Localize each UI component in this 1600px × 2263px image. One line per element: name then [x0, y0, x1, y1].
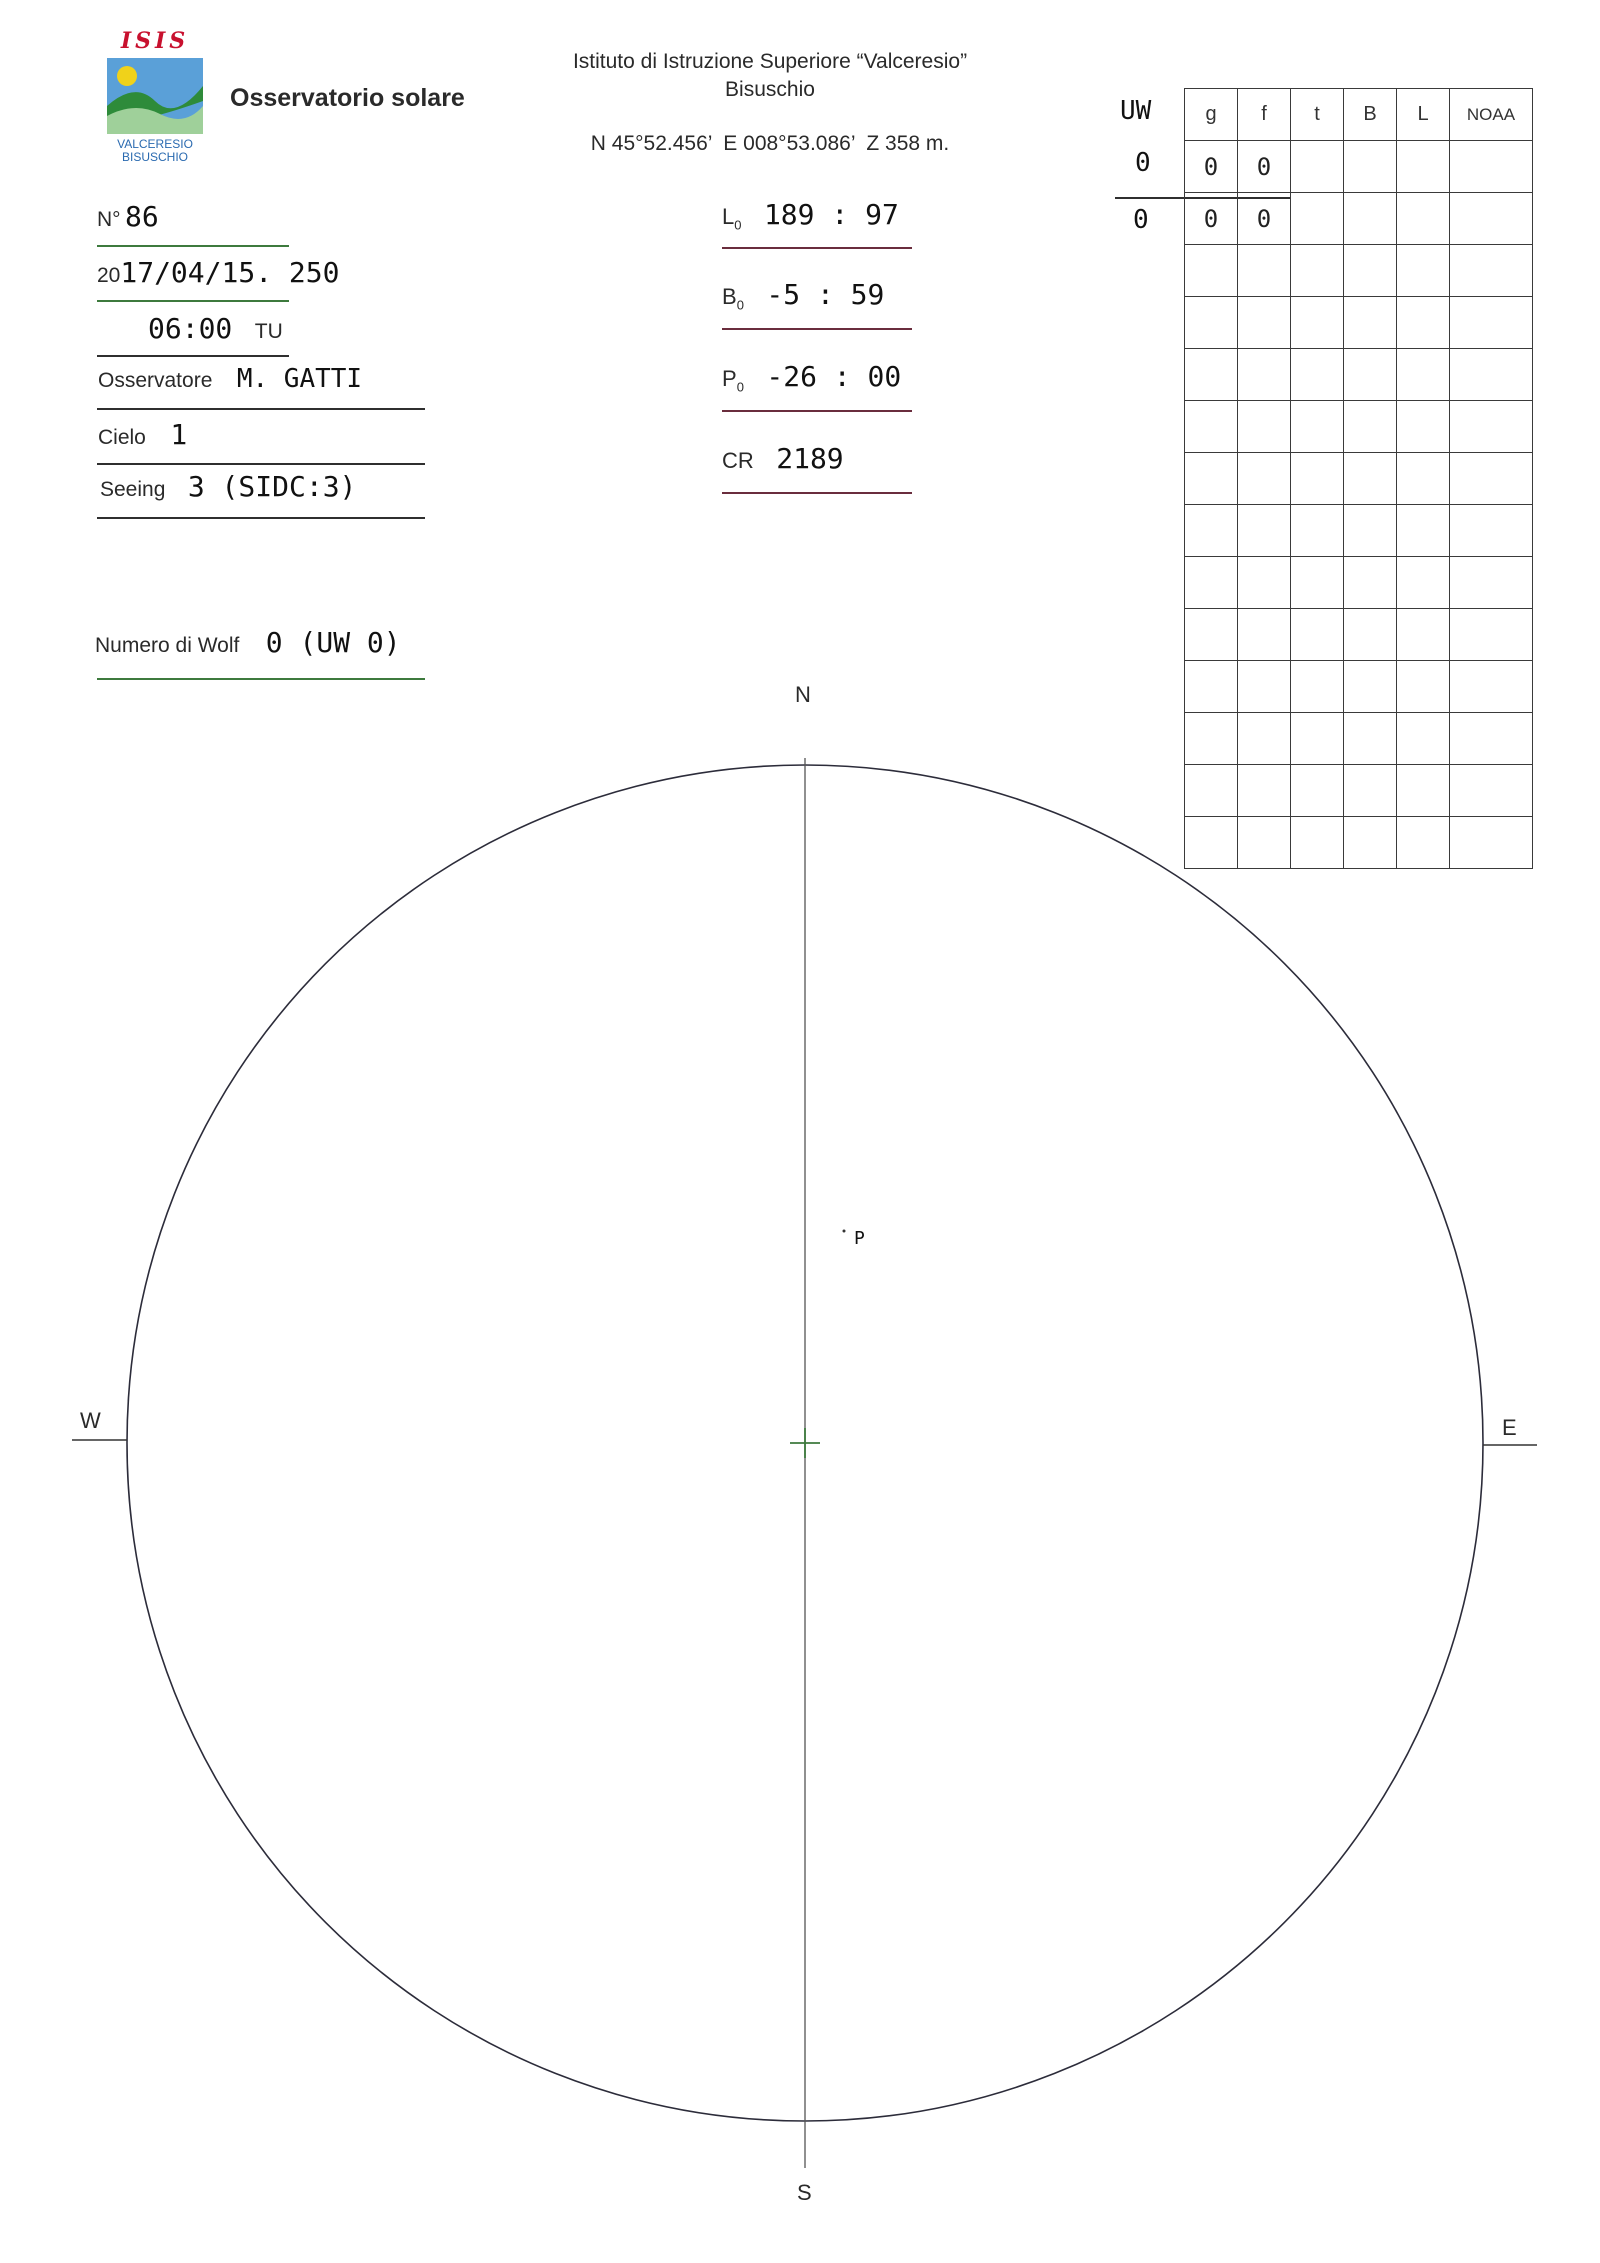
col-header-t: t [1291, 89, 1344, 141]
seeing-label: Seeing [100, 478, 166, 501]
wolf-number-value: 0 (UW 0) [265, 626, 401, 659]
time-unit: TU [254, 320, 283, 343]
col-header-g: g [1185, 89, 1238, 141]
date-prefix: 20 [97, 264, 121, 287]
l0-label: $L_0$ [722, 204, 742, 233]
observer-label: Osservatore [98, 369, 213, 392]
table-cell: 0 [1185, 193, 1238, 245]
table-cell: 0 [1238, 141, 1291, 193]
time-value: 06:00 [148, 312, 233, 345]
col-header-l: L [1397, 89, 1450, 141]
institute-town: Bisuschio [725, 78, 815, 101]
p0-value: -26 : 00 [766, 360, 902, 393]
b0-label: $B_0$ [722, 284, 744, 313]
uw-header: UW [1120, 96, 1152, 126]
north-label: N [795, 682, 811, 707]
p0-label: $P_0$ [722, 366, 744, 395]
table-cell: 0 [1185, 141, 1238, 193]
south-label: S [797, 2180, 812, 2205]
observatory-coordinates: N 45°52.456’ E 008°53.086’ Z 358 m. [590, 132, 950, 155]
logo-wordmark: ISIS [120, 28, 190, 54]
record-number-value: 86 [125, 200, 159, 233]
observatory-title: Osservatorio solare [230, 84, 465, 112]
col-header-noaa: NOAA [1450, 89, 1533, 141]
sky-value: 1 [170, 418, 188, 451]
table-cell: 0 [1238, 193, 1291, 245]
col-header-b: B [1344, 89, 1397, 141]
pole-point [843, 1230, 846, 1233]
cr-value: 2189 [776, 442, 844, 475]
pole-label: P [854, 1228, 865, 1249]
cr-label: CR [722, 448, 754, 473]
seeing-value: 3 (SIDC:3) [187, 470, 357, 503]
west-label: W [80, 1408, 101, 1433]
l0-value: 189 : 97 [763, 198, 899, 231]
b0-value: -5 : 59 [766, 278, 885, 311]
east-label: E [1502, 1415, 1517, 1440]
uw-value-2: 0 [1133, 205, 1149, 235]
institute-name: Istituto di Istruzione Superiore “Valceresio” [572, 50, 968, 73]
col-header-f: f [1238, 89, 1291, 141]
sky-label: Cielo [98, 426, 146, 449]
logo-subtitle: VALCERESIO BISUSCHIO [117, 137, 193, 164]
uw-value-1: 0 [1135, 148, 1151, 178]
observer-value: M. GATTI [236, 364, 363, 394]
wolf-number-label: Numero di Wolf [95, 634, 240, 657]
date-value: 17/04/15. 250 [120, 256, 340, 289]
record-number-label: N° [97, 208, 121, 231]
